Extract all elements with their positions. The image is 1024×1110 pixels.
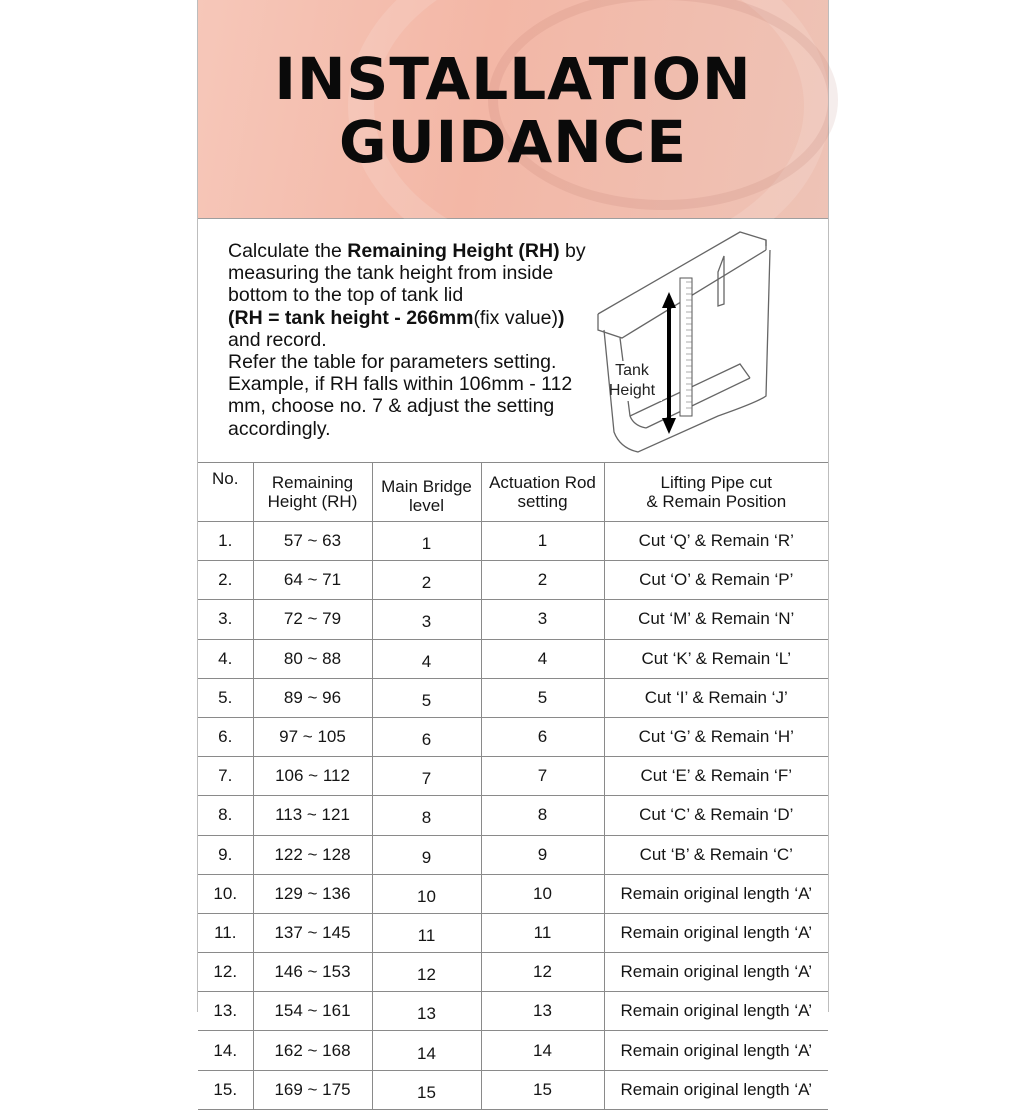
cell-remaining-height: 106 ~ 112 bbox=[253, 757, 372, 796]
table-row bbox=[198, 874, 828, 913]
title-banner bbox=[198, 0, 828, 219]
table-row bbox=[198, 953, 828, 992]
cell-pipe-cut: Cut ‘Q’ & Remain ‘R’ bbox=[604, 522, 828, 561]
ruler-icon bbox=[680, 278, 692, 416]
cell-remaining-height: 97 ~ 105 bbox=[253, 717, 372, 756]
cell-remaining-height: 146 ~ 153 bbox=[253, 953, 372, 992]
table-row bbox=[198, 639, 828, 678]
intro-text: Calculate the bbox=[228, 240, 348, 262]
cell-pipe-cut: Cut ‘C’ & Remain ‘D’ bbox=[604, 796, 828, 835]
cell-bridge-level: 13 bbox=[372, 992, 481, 1031]
cell-rod-setting: 7 bbox=[481, 757, 604, 796]
cell-rod-setting: 9 bbox=[481, 835, 604, 874]
cell-pipe-cut: Remain original length ‘A’ bbox=[604, 874, 828, 913]
cell-remaining-height: 80 ~ 88 bbox=[253, 639, 372, 678]
cell-pipe-cut: Cut ‘E’ & Remain ‘F’ bbox=[604, 757, 828, 796]
page-title bbox=[198, 45, 828, 176]
cell-rod-setting: 1 bbox=[481, 522, 604, 561]
cell-no: 15. bbox=[198, 1070, 253, 1109]
cell-no: 12. bbox=[198, 953, 253, 992]
cell-pipe-cut: Cut ‘I’ & Remain ‘J’ bbox=[604, 678, 828, 717]
cell-remaining-height: 57 ~ 63 bbox=[253, 522, 372, 561]
table-header-row bbox=[198, 463, 828, 522]
cell-remaining-height: 162 ~ 168 bbox=[253, 1031, 372, 1070]
cell-rod-setting: 5 bbox=[481, 678, 604, 717]
cell-bridge-level: 14 bbox=[372, 1031, 481, 1070]
title-line-2: GUIDANCE bbox=[338, 108, 688, 176]
cell-no: 1. bbox=[198, 522, 253, 561]
header-text: level bbox=[409, 496, 444, 515]
col-no bbox=[198, 463, 253, 522]
cell-remaining-height: 89 ~ 96 bbox=[253, 678, 372, 717]
header-text: Actuation Rod bbox=[489, 473, 596, 492]
cell-bridge-level: 5 bbox=[372, 678, 481, 717]
col-lifting-pipe bbox=[604, 463, 828, 522]
height-arrow-icon bbox=[662, 292, 676, 434]
intro-text: and record. bbox=[228, 328, 327, 351]
rh-formula: (RH = tank height - 266mm bbox=[228, 306, 474, 329]
cell-bridge-level: 7 bbox=[372, 757, 481, 796]
cell-rod-setting: 4 bbox=[481, 639, 604, 678]
table-row bbox=[198, 835, 828, 874]
cell-remaining-height: 169 ~ 175 bbox=[253, 1070, 372, 1109]
cell-no: 8. bbox=[198, 796, 253, 835]
table-row bbox=[198, 992, 828, 1031]
cell-remaining-height: 72 ~ 79 bbox=[253, 600, 372, 639]
header-text: Remaining bbox=[271, 473, 354, 492]
cell-pipe-cut: Remain original length ‘A’ bbox=[604, 1031, 828, 1070]
col-main-bridge-level bbox=[372, 463, 481, 522]
header-text: Main Bridge bbox=[381, 477, 472, 496]
cell-rod-setting: 15 bbox=[481, 1070, 604, 1109]
table-row bbox=[198, 913, 828, 952]
header-text: setting bbox=[517, 492, 568, 511]
table-row bbox=[198, 757, 828, 796]
col-actuation-rod bbox=[481, 463, 604, 522]
cell-bridge-level: 1 bbox=[372, 522, 481, 561]
cell-rod-setting: 3 bbox=[481, 600, 604, 639]
cell-rod-setting: 11 bbox=[481, 913, 604, 952]
table-row bbox=[198, 678, 828, 717]
cell-bridge-level: 8 bbox=[372, 796, 481, 835]
cell-pipe-cut: Remain original length ‘A’ bbox=[604, 992, 828, 1031]
cell-bridge-level: 9 bbox=[372, 835, 481, 874]
instruction-paragraph bbox=[228, 240, 588, 440]
cell-bridge-level: 2 bbox=[372, 561, 481, 600]
cell-bridge-level: 15 bbox=[372, 1070, 481, 1109]
cell-remaining-height: 113 ~ 121 bbox=[253, 796, 372, 835]
cell-pipe-cut: Remain original length ‘A’ bbox=[604, 953, 828, 992]
cell-no: 14. bbox=[198, 1031, 253, 1070]
table-body bbox=[198, 522, 828, 1110]
cell-rod-setting: 10 bbox=[481, 874, 604, 913]
header-text: & Remain Position bbox=[646, 492, 787, 511]
table-row bbox=[198, 600, 828, 639]
cell-bridge-level: 11 bbox=[372, 913, 481, 952]
cell-remaining-height: 154 ~ 161 bbox=[253, 992, 372, 1031]
cell-remaining-height: 137 ~ 145 bbox=[253, 913, 372, 952]
cell-no: 2. bbox=[198, 561, 253, 600]
tank-label-line2: Height bbox=[608, 382, 656, 399]
cell-bridge-level: 10 bbox=[372, 874, 481, 913]
table-row bbox=[198, 561, 828, 600]
cell-no: 11. bbox=[198, 913, 253, 952]
cell-pipe-cut: Cut ‘G’ & Remain ‘H’ bbox=[604, 717, 828, 756]
cell-bridge-level: 6 bbox=[372, 717, 481, 756]
tank-illustration bbox=[590, 226, 775, 460]
cell-remaining-height: 122 ~ 128 bbox=[253, 835, 372, 874]
cell-no: 3. bbox=[198, 600, 253, 639]
cell-no: 13. bbox=[198, 992, 253, 1031]
intro-term: Remaining Height (RH) bbox=[347, 240, 560, 262]
table-row bbox=[198, 1070, 828, 1109]
intro-example: Refer the table for parameters setting. Example, if RH falls within 106mm - 112 mm, choose no. 7 & adjust the setting accordingly. bbox=[228, 351, 573, 440]
cell-rod-setting: 14 bbox=[481, 1031, 604, 1070]
cell-remaining-height: 129 ~ 136 bbox=[253, 874, 372, 913]
intro-text: by measuring the tank height from inside bottom to the top of tank lid bbox=[228, 240, 586, 307]
cell-no: 4. bbox=[198, 639, 253, 678]
header-text: No. bbox=[212, 469, 239, 488]
title-line-1: INSTALLATION bbox=[274, 45, 752, 113]
cell-rod-setting: 12 bbox=[481, 953, 604, 992]
instructions-text bbox=[228, 240, 588, 440]
table-row bbox=[198, 717, 828, 756]
rh-formula-close: ) bbox=[557, 306, 565, 329]
rh-formula-note: (fix value) bbox=[473, 306, 558, 329]
cell-bridge-level: 3 bbox=[372, 600, 481, 639]
cell-no: 7. bbox=[198, 757, 253, 796]
cell-pipe-cut: Cut ‘M’ & Remain ‘N’ bbox=[604, 600, 828, 639]
cell-pipe-cut: Cut ‘B’ & Remain ‘C’ bbox=[604, 835, 828, 874]
header-text: Height (RH) bbox=[267, 492, 358, 511]
cell-pipe-cut: Remain original length ‘A’ bbox=[604, 913, 828, 952]
cell-no: 9. bbox=[198, 835, 253, 874]
cell-bridge-level: 12 bbox=[372, 953, 481, 992]
table-row bbox=[198, 796, 828, 835]
cell-no: 10. bbox=[198, 874, 253, 913]
cell-pipe-cut: Cut ‘O’ & Remain ‘P’ bbox=[604, 561, 828, 600]
col-remaining-height bbox=[253, 463, 372, 522]
guidance-panel bbox=[197, 0, 829, 1102]
cell-rod-setting: 6 bbox=[481, 717, 604, 756]
cell-rod-setting: 13 bbox=[481, 992, 604, 1031]
table-row bbox=[198, 1031, 828, 1070]
table-row bbox=[198, 522, 828, 561]
header-text: Lifting Pipe cut bbox=[660, 473, 772, 492]
cell-pipe-cut: Remain original length ‘A’ bbox=[604, 1070, 828, 1109]
cell-pipe-cut: Cut ‘K’ & Remain ‘L’ bbox=[604, 639, 828, 678]
cell-rod-setting: 2 bbox=[481, 561, 604, 600]
cell-bridge-level: 4 bbox=[372, 639, 481, 678]
cell-no: 5. bbox=[198, 678, 253, 717]
cell-rod-setting: 8 bbox=[481, 796, 604, 835]
cell-no: 6. bbox=[198, 717, 253, 756]
cell-remaining-height: 64 ~ 71 bbox=[253, 561, 372, 600]
parameter-table bbox=[198, 462, 828, 1110]
tank-label-line1: Tank bbox=[615, 362, 649, 379]
